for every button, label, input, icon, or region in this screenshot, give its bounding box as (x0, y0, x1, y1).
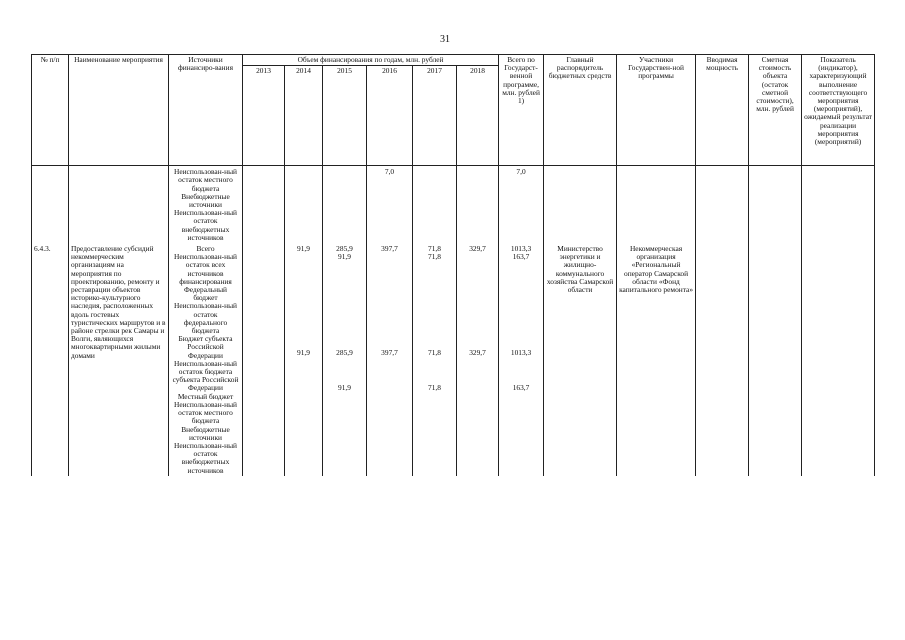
source-label: Всего (196, 244, 215, 254)
header-row-1 (32, 55, 875, 66)
source-label: Неиспользован-ный остаток федерального бюджета (173, 301, 237, 336)
value-subject-unused-2015: 91,9 (338, 382, 351, 392)
header-year-2013: 2013 (243, 66, 285, 166)
continuation-sources (169, 166, 243, 243)
item-participants: Некоммерческая организация «Региональный оператор Самарской области «Фонд капитального ремонта» (617, 243, 696, 476)
header-num: № п/п (32, 55, 69, 166)
value-subject-total: 1013,3 (510, 348, 532, 358)
page-number: 31 (440, 34, 450, 45)
financing-table (31, 54, 875, 476)
source-label: Бюджет субъекта Российской Федерации (178, 334, 233, 360)
header-participants: Участники Государствен-ной программы (617, 55, 696, 166)
cell-2017 (413, 243, 457, 476)
header-name: Наименование мероприятия (69, 55, 169, 166)
header-year-2018: 2018 (457, 66, 499, 166)
value-total-2016: 397,7 (381, 244, 398, 254)
value-unused-2015: 91,9 (338, 252, 351, 262)
header-year-2015: 2015 (323, 66, 367, 166)
cell-total: 7,0 (499, 166, 544, 243)
value-unused-2017: 71,8 (428, 252, 441, 262)
value-total-2014: 91,9 (297, 244, 310, 254)
source-label: Внебюджетные источники (181, 191, 230, 210)
cell-total (499, 243, 544, 476)
value-subject-2017: 71,8 (428, 348, 441, 358)
cell-2016: 7,0 (367, 166, 413, 243)
value-subject-2016: 397,7 (381, 348, 398, 358)
source-label: Федеральный бюджет (183, 285, 228, 303)
value-subject-unused-total: 163,7 (512, 382, 530, 392)
value-total-2018: 329,7 (469, 244, 486, 254)
source-label: Неиспользован-ный остаток бюджета субъекта Российской Федерации (172, 358, 239, 393)
source-label: Местный бюджет (177, 391, 234, 401)
header-sources: Источники финансиро-вания (169, 55, 243, 166)
item-number: 6.4.3. (32, 243, 69, 476)
value-total-2017: 71,8 (428, 244, 441, 254)
header-year-2016: 2016 (367, 66, 413, 166)
source-label: Внебюджетные источники (181, 424, 230, 442)
cell-2018 (457, 243, 499, 476)
header-year-2014: 2014 (285, 66, 323, 166)
value-subject-2018: 329,7 (469, 348, 486, 358)
cell-2015 (323, 243, 367, 476)
value-subject-2015: 285,9 (336, 348, 353, 358)
header-capacity: Вводимая мощность (696, 55, 749, 166)
value-total: 1013,3 (510, 244, 532, 254)
item-manager: Министерство энергетики и жилищно-коммунального хозяйства Самарской области (544, 243, 617, 476)
source-label: Неиспользован-ный остаток всех источников финансирования (173, 252, 237, 286)
header-year-2017: 2017 (413, 66, 457, 166)
cell-2014 (285, 243, 323, 476)
cell-2016 (367, 243, 413, 476)
header-cost: Сметная стоимость объекта (остаток сметной стоимости), млн. рублей (749, 55, 802, 166)
item-name: Предоставление субсидий некоммерческим организациям на мероприятия по проектированию, ремонту и реставрации объектов историко-культурного наследия, расположенных вдоль гостевых туристических маршрутов и в районе стрелки рек Самары и Волги, являющихся многоквартирными жилыми домами (69, 243, 169, 476)
value-subject-2014: 91,9 (297, 348, 310, 358)
header-total: Всего по Государст-венной программе, млн. рублей 1) (499, 55, 544, 166)
item-row (32, 243, 875, 476)
source-label: Неиспользован-ный остаток местного бюджета (173, 399, 237, 426)
source-label: Неиспользован-ный остаток местного бюджета (173, 167, 237, 193)
header-years-group: Объем финансирования по годам, млн. рублей (243, 55, 499, 66)
continuation-row (32, 166, 875, 243)
source-label: Неиспользован-ный остаток внебюджетных источников (173, 208, 237, 242)
value-subject-unused-2017: 71,8 (428, 382, 441, 392)
header-manager: Главный распорядитель бюджетных средств (544, 55, 617, 166)
value-total-2015: 285,9 (336, 244, 353, 254)
header-indicator: Показатель (индикатор), характеризующий выполнение соответствующего мероприятия (мероприятий), ожидаемый результат реализации мероприятия (мероприятий) (802, 55, 875, 166)
item-sources (169, 243, 243, 476)
value-unused-total: 163,7 (512, 252, 530, 262)
source-label: Неиспользован-ный остаток внебюджетных источников (173, 440, 237, 475)
